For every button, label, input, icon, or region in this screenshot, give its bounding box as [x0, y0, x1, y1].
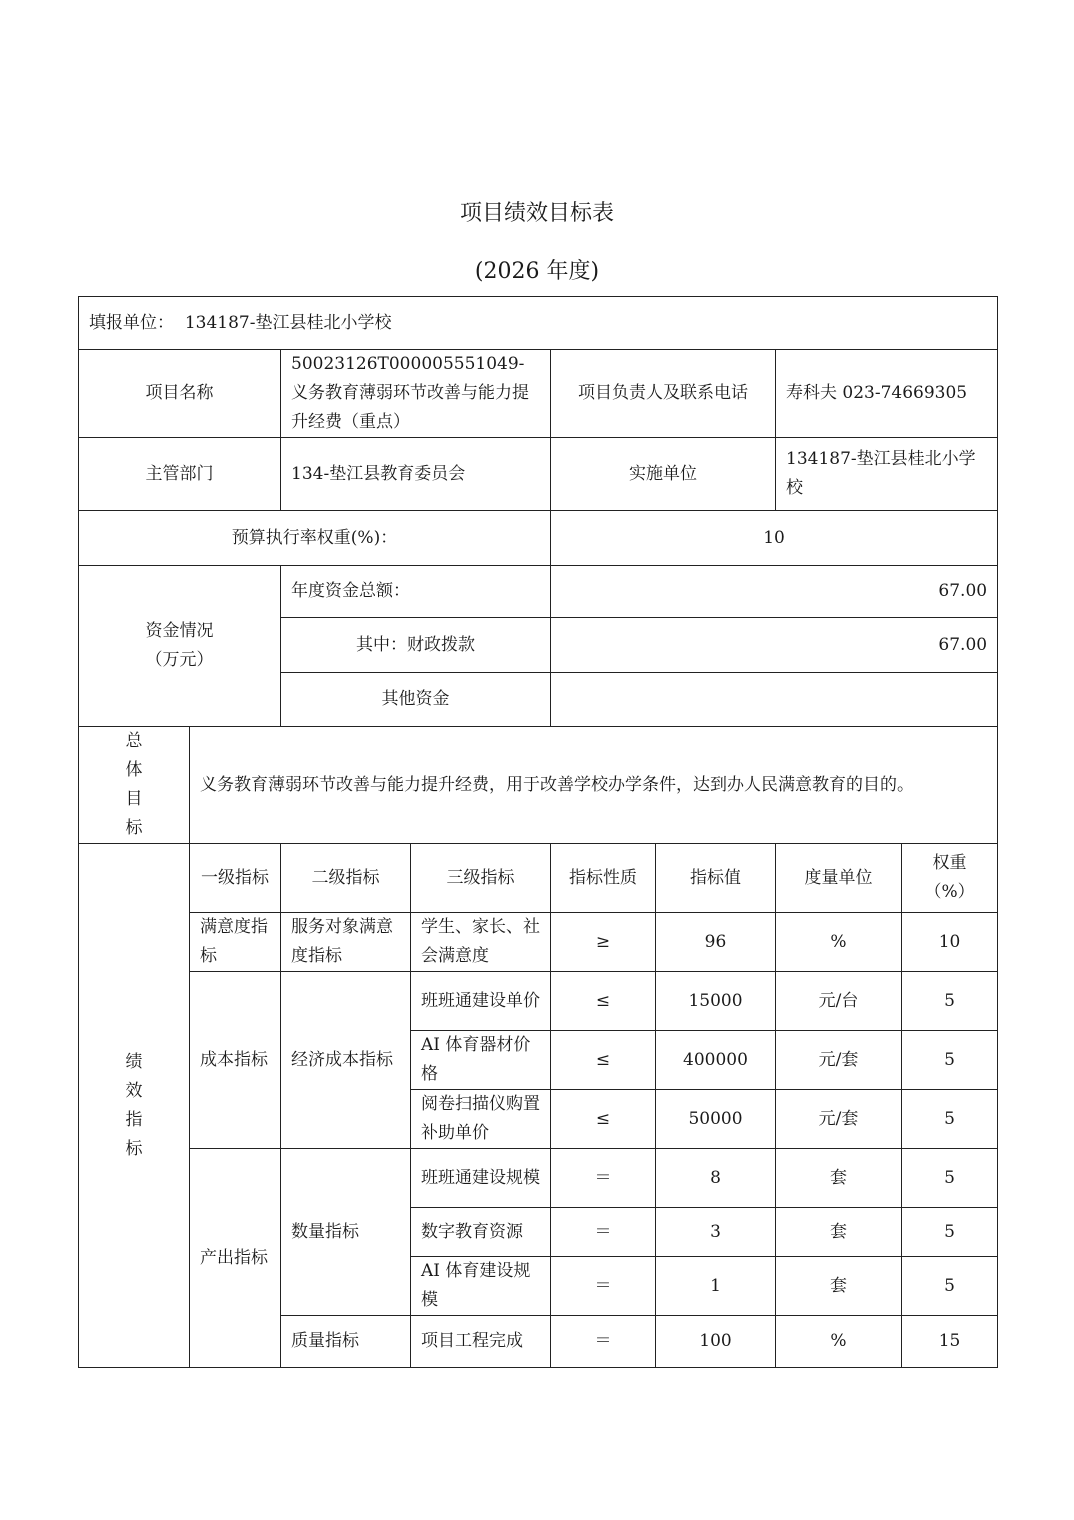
project-contact-value: 寿科夫 023-74669305 — [776, 350, 998, 438]
header-level3: 三级指标 — [411, 844, 551, 913]
level3-cell: 阅卷扫描仪购置补助单价 — [411, 1090, 551, 1149]
goal-text: 义务教育薄弱环节改善与能力提升经费，用于改善学校办学条件，达到办人民满意教育的目的。 — [190, 727, 998, 844]
unit-cell: 元/套 — [776, 1031, 902, 1090]
level3-cell: 班班通建设规模 — [411, 1149, 551, 1208]
performance-target-table — [78, 296, 998, 1368]
level1-cell: 成本指标 — [190, 972, 281, 1149]
header-unit: 度量单位 — [776, 844, 902, 913]
header-level1: 一级指标 — [190, 844, 281, 913]
weight-cell: 5 — [902, 1149, 998, 1208]
value-cell: 100 — [656, 1316, 776, 1368]
nature-cell: ＝ — [551, 1208, 656, 1257]
unit-cell: 元/套 — [776, 1090, 902, 1149]
budget-rate-label: 预算执行率权重(%)： — [79, 511, 551, 566]
impl-unit-label: 实施单位 — [551, 438, 776, 511]
filler-unit-cell — [79, 297, 998, 350]
header-level2: 二级指标 — [281, 844, 411, 913]
level3-cell: 班班通建设单价 — [411, 972, 551, 1031]
weight-cell: 15 — [902, 1316, 998, 1368]
weight-cell: 10 — [902, 913, 998, 972]
weight-cell: 5 — [902, 1208, 998, 1257]
impl-unit-value: 134187-垫江县桂北小学校 — [776, 438, 998, 511]
table-row — [79, 1149, 998, 1208]
funds-total-label: 年度资金总额： — [281, 566, 551, 618]
value-cell: 400000 — [656, 1031, 776, 1090]
level2-cell: 经济成本指标 — [281, 972, 411, 1149]
weight-cell: 5 — [902, 1257, 998, 1316]
level3-cell: AI 体育器材价格 — [411, 1031, 551, 1090]
funds-other-label: 其他资金 — [281, 673, 551, 727]
header-weight: 权重（%） — [902, 844, 998, 913]
weight-cell: 5 — [902, 972, 998, 1031]
unit-cell: % — [776, 913, 902, 972]
level3-cell: AI 体育建设规模 — [411, 1257, 551, 1316]
value-cell: 3 — [656, 1208, 776, 1257]
perf-label — [79, 844, 190, 1368]
level2-cell: 数量指标 — [281, 1149, 411, 1316]
unit-cell: 套 — [776, 1257, 902, 1316]
unit-cell: 元/台 — [776, 972, 902, 1031]
funds-label — [79, 566, 281, 727]
funds-fiscal-value: 67.00 — [551, 618, 998, 673]
value-cell: 1 — [656, 1257, 776, 1316]
level2-cell: 服务对象满意度指标 — [281, 913, 411, 972]
header-nature: 指标性质 — [551, 844, 656, 913]
weight-cell: 5 — [902, 1031, 998, 1090]
nature-cell: ≤ — [551, 1031, 656, 1090]
nature-cell: ≤ — [551, 972, 656, 1031]
nature-cell: ≥ — [551, 913, 656, 972]
unit-cell: 套 — [776, 1208, 902, 1257]
funds-other-value — [551, 673, 998, 727]
value-cell: 50000 — [656, 1090, 776, 1149]
funds-fiscal-label: 其中：财政拨款 — [281, 618, 551, 673]
level1-cell: 满意度指标 — [190, 913, 281, 972]
value-cell: 8 — [656, 1149, 776, 1208]
unit-cell: % — [776, 1316, 902, 1368]
unit-cell: 套 — [776, 1149, 902, 1208]
dept-value: 134-垫江县教育委员会 — [281, 438, 551, 511]
page-title: 项目绩效目标表 — [459, 201, 614, 226]
page-subtitle-year: (2026 年度) — [474, 259, 600, 284]
funds-total-value: 67.00 — [551, 566, 998, 618]
budget-rate-value: 10 — [551, 511, 998, 566]
filler-unit-value: 134187-垫江县桂北小学校 — [184, 312, 392, 333]
dept-label: 主管部门 — [79, 438, 281, 511]
project-name-label: 项目名称 — [79, 350, 281, 438]
nature-cell: ＝ — [551, 1257, 656, 1316]
goal-label-text: 总体目标 — [125, 731, 143, 838]
level3-cell: 数字教育资源 — [411, 1208, 551, 1257]
nature-cell: ＝ — [551, 1149, 656, 1208]
level2-cell: 质量指标 — [281, 1316, 411, 1368]
filler-unit-label: 填报单位： — [89, 312, 174, 333]
level1-cell: 产出指标 — [190, 1149, 281, 1368]
level3-cell: 学生、家长、社会满意度 — [411, 913, 551, 972]
value-cell: 96 — [656, 913, 776, 972]
project-contact-label: 项目负责人及联系电话 — [551, 350, 776, 438]
table-row — [79, 972, 998, 1031]
table-row — [79, 913, 998, 972]
header-value: 指标值 — [656, 844, 776, 913]
nature-cell: ≤ — [551, 1090, 656, 1149]
goal-label — [79, 727, 190, 844]
perf-label-text: 绩效指标 — [125, 1051, 143, 1159]
level3-cell: 项目工程完成 — [411, 1316, 551, 1368]
project-name-value: 50023126T000005551049-义务教育薄弱环节改善与能力提升经费（重点） — [281, 350, 551, 438]
funds-label-text: 资金情况（万元） — [145, 621, 214, 670]
nature-cell: ＝ — [551, 1316, 656, 1368]
value-cell: 15000 — [656, 972, 776, 1031]
weight-cell: 5 — [902, 1090, 998, 1149]
